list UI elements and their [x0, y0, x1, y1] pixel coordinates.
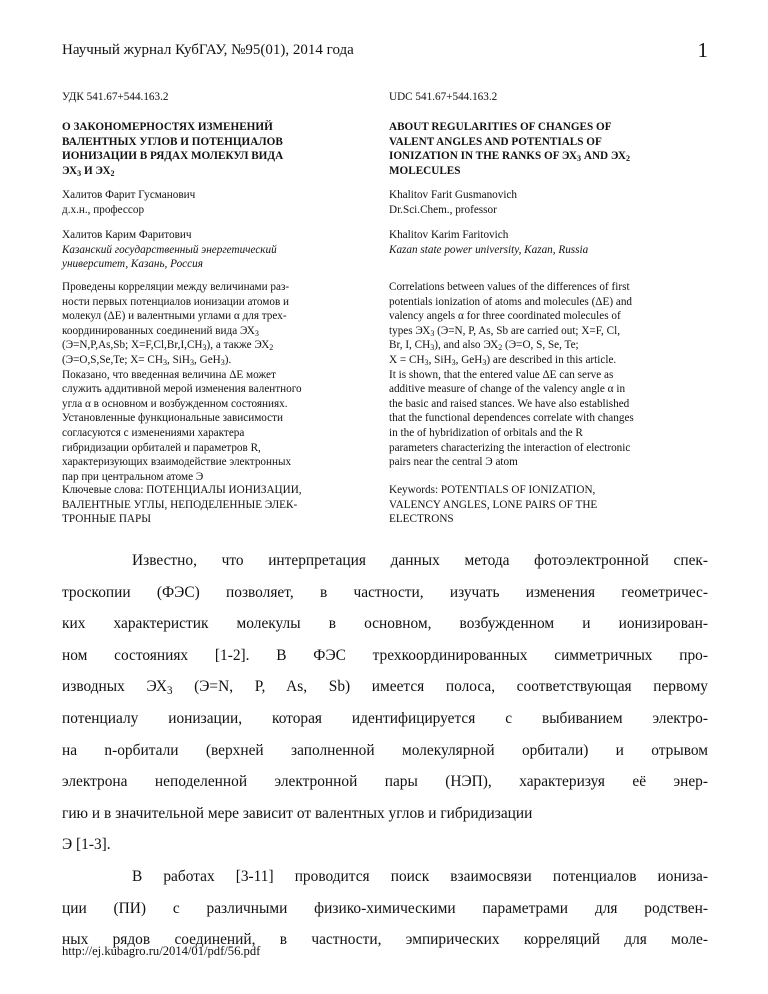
abstract-line: пар при центральном атоме Э: [62, 470, 204, 483]
abstract-line: Показано, что введенная величина ΔЕ может: [62, 368, 276, 381]
abstract-line: types $ЭХ_3$ (Э=N, P, As, Sb are carried out; X=F, Cl,: [389, 324, 621, 338]
author-2-en: [389, 228, 689, 270]
english-column: [389, 90, 689, 527]
abstract-line: характеризующих взаимодействие электронных: [62, 456, 292, 469]
title-line: VALENT ANGLES AND POTENTIALS OF: [389, 135, 602, 148]
author-name: Халитов Карим Фаритович: [62, 229, 192, 241]
author-name: Khalitov Farit Gusmanovich: [389, 189, 518, 201]
body-line: троскопии (ФЭС) позволяет, в частности, изучать изменения геометричес-: [62, 583, 708, 601]
abstract-line: Correlations between values of the differences of first: [389, 281, 630, 293]
abstract-line: служить аддитивной мерой изменения валентного: [62, 383, 302, 396]
abstract-line: Установленные функциональные зависимости: [62, 412, 284, 425]
body-line: электрона неподеленной электронной пары (НЭП), характеризуя её энер-: [62, 773, 708, 791]
abstract-line: additive measure of change of the valency angle α in: [389, 383, 626, 396]
abstract-line: $X = CH_3$, SiH$_3$, GeH$_3$) are described in this article.: [389, 353, 617, 367]
title-line: ИОНИЗАЦИИ В РЯДАХ МОЛЕКУЛ ВИДА: [62, 150, 284, 163]
author-1-en: [389, 188, 689, 218]
abstract-line: in the of hybridization of orbitals and the R: [389, 426, 583, 439]
abstract-line: Br, I, $CH_3$), and also $ЭХ_2$ (Э=O, S, Se, Te;: [389, 339, 579, 353]
abstract-line: угла α в основном и возбужденном состояниях.: [62, 397, 288, 410]
title-line: ABOUT REGULARITIES OF CHANGES OF: [389, 121, 612, 133]
body-line: изводных $ЭХ_3$ (Э=N, P, As, Sb) имеется полоса, соответствующая первому: [62, 678, 708, 698]
title-line: $ЭХ_3$ И $ЭХ_2$: [62, 164, 115, 178]
body-line: ном состояниях [1-2]. В ФЭС трехкоординированных симметричных про-: [62, 646, 708, 664]
page-number: 1: [697, 38, 708, 62]
body-line: ких характеристик молекулы в основном, возбужденном и ионизирован-: [62, 615, 708, 633]
author-2-ru: [62, 228, 344, 270]
body-line: В работах [3-11] проводится поиск взаимосвязи потенциалов иониза-: [132, 867, 708, 885]
abstract-line: (Э=N,P,As,Sb; $X=F,Cl,Br,I,CH_3$), а также $ЭХ_2$: [62, 339, 274, 353]
abstract-line: согласуются с изменениями характера: [62, 426, 245, 439]
page-header: [62, 38, 708, 66]
paragraph-2: [62, 861, 708, 956]
keywords-line: ТРОННЫЕ ПАРЫ: [62, 513, 151, 526]
udc-code-en: UDC 541.67+544.163.2: [389, 91, 498, 103]
abstract-en: [389, 280, 689, 470]
body-line: ных рядов соединений, в частности, эмпирических корреляций для моле-: [62, 931, 708, 949]
author-affiliation: университет, Казань, Россия: [62, 258, 203, 271]
body-line: на n-орбитали (верхней заполненной молекулярной орбитали) и отрывом: [62, 741, 708, 759]
title-line: ВАЛЕНТНЫХ УГЛОВ И ПОТЕНЦИАЛОВ: [62, 135, 283, 148]
abstract-line: the basic and raised stances. We have also established: [389, 397, 630, 410]
abstract-line: It is shown, that the entered value ΔE can serve as: [389, 368, 614, 381]
russian-column: [62, 90, 344, 527]
abstract-line: valency angels α for three coordinated molecules of: [389, 310, 621, 323]
abstract-line: гибридизации орбиталей и параметров R,: [62, 441, 261, 454]
abstract-line: parameters characterizing the interaction of electronic: [389, 441, 631, 454]
abstract-line: молекул (ΔЕ) и валентными углами α для трех-: [62, 310, 287, 323]
body-line: Э [1-3].: [62, 836, 111, 854]
abstract-line: potentials ionization of atoms and molecules (ΔE) and: [389, 295, 633, 308]
title-line: MOLECULES: [389, 164, 461, 177]
keywords-en: [389, 483, 689, 527]
author-affiliation: Kazan state power university, Kazan, Russia: [389, 243, 589, 256]
author-affiliation: Казанский государственный энергетический: [62, 243, 277, 256]
article-body: [62, 545, 708, 956]
paragraph-1: [62, 545, 708, 861]
keywords-ru: [62, 483, 344, 527]
title-line: IONIZATION IN THE RANKS OF $ЭХ_3$ AND $ЭХ_2$: [389, 150, 631, 164]
abstract-line: that the functional dependences correlate with changes: [389, 412, 634, 425]
body-line: гию и в значительной мере зависит от валентных углов и гибридизации: [62, 804, 533, 822]
author-degree: Dr.Sci.Chem., professor: [389, 203, 497, 216]
abstract-line: pairs near the central Э atom: [389, 456, 518, 469]
keywords-line: ELECTRONS: [389, 513, 454, 526]
author-degree: д.х.н., профессор: [62, 203, 145, 216]
udc-code-ru: УДК 541.67+544.163.2: [62, 91, 169, 103]
body-line: потенциалу ионизации, которая идентифицируется с выбиванием электро-: [62, 709, 708, 727]
title-line: О ЗАКОНОМЕРНОСТЯХ ИЗМЕНЕНИЙ: [62, 121, 273, 133]
page-footer-url[interactable]: http://ej.kubagro.ru/2014/01/pdf/56.pdf: [62, 944, 261, 958]
abstract-line: Проведены корреляции между величинами раз-: [62, 281, 290, 293]
article-title-ru: [62, 120, 344, 178]
keywords-line: Keywords: POTENTIALS OF IONIZATION,: [389, 484, 596, 496]
abstract-line: ности первых потенциалов ионизации атомов и: [62, 295, 290, 308]
author-1-ru: [62, 188, 344, 218]
article-title-en: [389, 120, 689, 177]
abstract-line: (Э=O,S,Se,Te; $X= CH_3$, SiH$_3$, GeH$_3$).: [62, 353, 232, 367]
abstract-line: координированных соединений вида $ЭХ_3$: [62, 324, 259, 338]
journal-title: Научный журнал КубГАУ, №95(01), 2014 года: [62, 42, 354, 58]
keywords-line: ВАЛЕНТНЫЕ УГЛЫ, НЕПОДЕЛЕННЫЕ ЭЛЕК-: [62, 498, 298, 511]
author-name: Халитов Фарит Гусманович: [62, 189, 196, 201]
keywords-line: Ключевые слова: ПОТЕНЦИАЛЫ ИОНИЗАЦИИ,: [62, 484, 302, 496]
abstract-ru: [62, 280, 344, 483]
body-line: ции (ПИ) с различными физико-химическими параметрами для родствен-: [62, 899, 708, 917]
body-line: Известно, что интерпретация данных метода фотоэлектронной спек-: [132, 552, 708, 569]
author-name: Khalitov Karim Faritovich: [389, 229, 509, 241]
keywords-line: VALENCY ANGLES, LONE PAIRS OF THE: [389, 498, 598, 511]
